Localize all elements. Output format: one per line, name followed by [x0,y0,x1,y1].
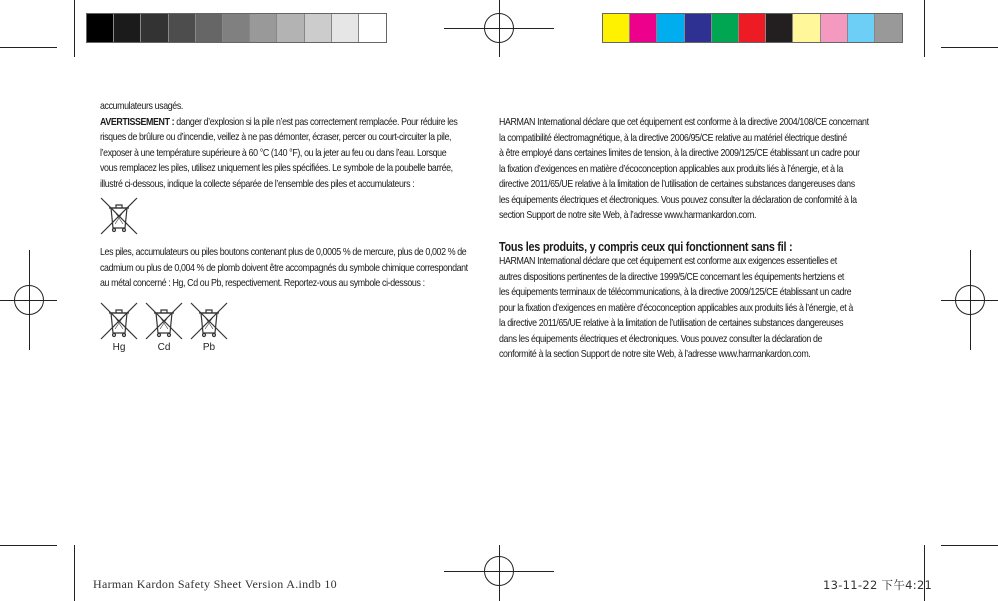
warning-text: danger d’explosion si la pile n’est pas correctement remplacée. Pour réduire les risques de brûlure ou d’incendie, veillez à ne pas démonter, écraser, percer ou court-circuiter la pile, l’exposer à une température supérieure à 60 °C (140 °F), ou la jeter au feu ou dans l’eau. Lorsque vous remplacez les piles, utilisez uniquement les piles spécifiées. Le symbole de la poubelle barrée, illustré ci-dessous, indique la collecte séparée de l’ensemble des piles et accumulateurs : [100,116,458,190]
gray-swatch [305,14,332,42]
color-swatch [848,14,875,42]
gray-swatch [114,14,141,42]
wireless-declaration-paragraph: HARMAN International déclare que cet équipement est conforme aux exigences essentielles et autres dispositions pertinentes de la directive 1999/5/CE concernant les équipements hertziens et les équipements terminaux de télécommunications, à la directive 2009/125/CE établissant un cadre pour la fixation d’exigences en matière d’écoconception applicables aux produits liés à l’énergie, et à la directive 2011/65/UE relative à la limitation de l’utilisation de certaines substances dangereuses dans les équipements électriques et électroniques. Vous pouvez consulter la déclaration de conformité à la section Support de notre site Web, à l’adresse www.harmankardon.com. [499,256,853,360]
crossed-bin-icon [144,301,184,341]
bin-symbol-pb [189,301,229,353]
gray-swatch [141,14,168,42]
gray-swatch [332,14,359,42]
process-color-bar [602,13,903,43]
color-swatch [712,14,739,42]
left-column [100,99,484,192]
crossed-bin-icon [99,196,139,241]
gray-swatch [223,14,250,42]
warning-label: AVERTISSEMENT : [100,116,175,128]
right-column [499,115,883,224]
color-swatch [657,14,684,42]
gray-swatch [359,14,386,42]
color-swatch [766,14,793,42]
left-column-lower [100,245,484,292]
emc-declaration-paragraph: HARMAN International déclare que cet équipement est conforme à la directive 2004/108/CE concernant la compatibilité électromagnétique, à la directive 2006/95/CE relative au matériel électrique destiné à être employé dans certaines limites de tension, à la directive 2009/125/CE établissant un cadre pour la fixation d’exigences en matière d’écoconception applicables aux produits liés à l’énergie, et à la directive 2011/65/UE relative à la limitation de l’utilisation de certaines substances dangereuses dans les équipements électriques et électroniques. Vous pouvez consulter la déclaration de conformité à la section Support de notre site Web, à l’adresse www.harmankardon.com. [499,117,869,221]
color-swatch [793,14,820,42]
color-swatch [739,14,766,42]
gray-swatch [169,14,196,42]
color-swatch [603,14,630,42]
gray-swatch [250,14,277,42]
right-column-lower [499,254,883,363]
color-swatch [821,14,848,42]
warning-paragraph [100,115,484,193]
bin-symbol-cd [144,301,184,353]
intro-line: accumulateurs usagés. [100,101,183,112]
color-swatch [630,14,657,42]
bin-label-pb: Pb [202,342,216,353]
wireless-products-heading: Tous les produits, y compris ceux qui fonctionnent sans fil : [499,240,793,254]
gray-swatch [196,14,223,42]
bin-label-cd: Cd [157,342,171,353]
grayscale-color-bar [86,13,387,43]
color-swatch [875,14,902,42]
file-slug: Harman Kardon Safety Sheet Version A.indb 10 [93,577,337,591]
crossed-bin-icon [99,301,139,341]
color-swatch [685,14,712,42]
chemical-bin-symbols [99,301,229,353]
gray-swatch [87,14,114,42]
bin-label-hg: Hg [112,342,126,353]
crossed-bin-icon [189,301,229,341]
date-slug: 13-11-22 下午4:21 [823,578,933,592]
gray-swatch [277,14,304,42]
bin-symbol-hg [99,301,139,353]
heavy-metals-paragraph: Les piles, accumulateurs ou piles boutons contenant plus de 0,0005 % de mercure, plus de 0,002 % de cadmium ou plus de 0,004 % de plomb doivent être accompagnés du symbole chimique correspondant au métal concerné : Hg, Cd ou Pb, respectivement. Reportez-vous au symbole ci-dessous : [100,247,468,289]
